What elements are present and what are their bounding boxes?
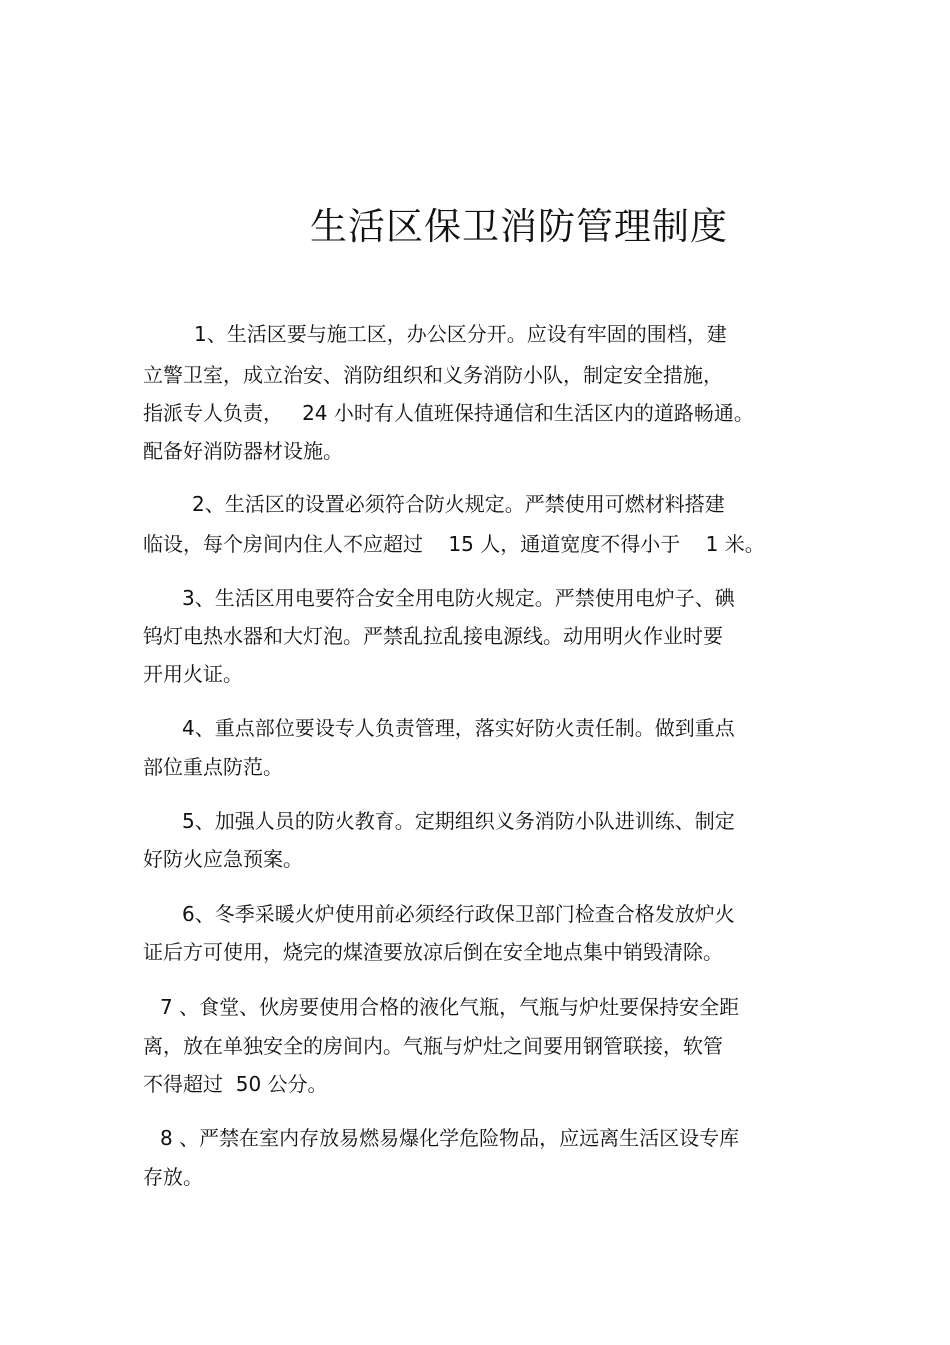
paragraph-7-line-3: 不得超过 50 公分。 — [143, 1072, 328, 1096]
paragraph-6-line-2: 证后方可使用，烧完的煤渣要放凉后倒在安全地点集中销毁清除。 — [143, 940, 723, 964]
paragraph-7-line-2: 离，放在单独安全的房间内。气瓶与炉灶之间要用钢管联接，软管 — [143, 1034, 723, 1058]
paragraph-8-line-1: 8 、严禁在室内存放易燃易爆化学危险物品，应远离生活区设专库 — [160, 1126, 740, 1150]
paragraph-2-line-2: 临设，每个房间内住人不应超过 15 人，通道宽度不得小于 1 米。 — [143, 532, 765, 556]
paragraph-6-line-1: 6、冬季采暖火炉使用前必须经行政保卫部门检查合格发放炉火 — [182, 902, 735, 926]
paragraph-7-line-1: 7 、食堂、伙房要使用合格的液化气瓶，气瓶与炉灶要保持安全距 — [160, 995, 740, 1019]
paragraph-3-line-1: 3、生活区用电要符合安全用电防火规定。严禁使用电炉子、碘 — [182, 586, 735, 610]
paragraph-8-line-2: 存放。 — [143, 1165, 203, 1189]
paragraph-3-line-2: 钨灯电热水器和大灯泡。严禁乱拉乱接电源线。动用明火作业时要 — [143, 624, 723, 648]
paragraph-5-line-2: 好防火应急预案。 — [143, 847, 303, 871]
paragraph-5-line-1: 5、加强人员的防火教育。定期组织义务消防小队进训练、制定 — [182, 809, 735, 833]
document-title: 生活区保卫消防管理制度 — [310, 205, 728, 248]
paragraph-4-line-2: 部位重点防范。 — [143, 755, 283, 779]
paragraph-2-line-1: 2、生活区的设置必须符合防火规定。严禁使用可燃材料搭建 — [192, 492, 725, 516]
paragraph-1-line-2: 立警卫室，成立治安、消防组织和义务消防小队，制定安全措施， — [143, 363, 723, 387]
paragraph-1-line-4: 配备好消防器材设施。 — [143, 439, 343, 463]
paragraph-1-line-1: 1、生活区要与施工区，办公区分开。应设有牢固的围档，建 — [194, 322, 727, 346]
paragraph-1-line-3: 指派专人负责， 24 小时有人值班保持通信和生活区内的道路畅通。 — [143, 401, 754, 425]
paragraph-4-line-1: 4、重点部位要设专人负责管理，落实好防火责任制。做到重点 — [182, 716, 735, 740]
paragraph-3-line-3: 开用火证。 — [143, 662, 243, 686]
